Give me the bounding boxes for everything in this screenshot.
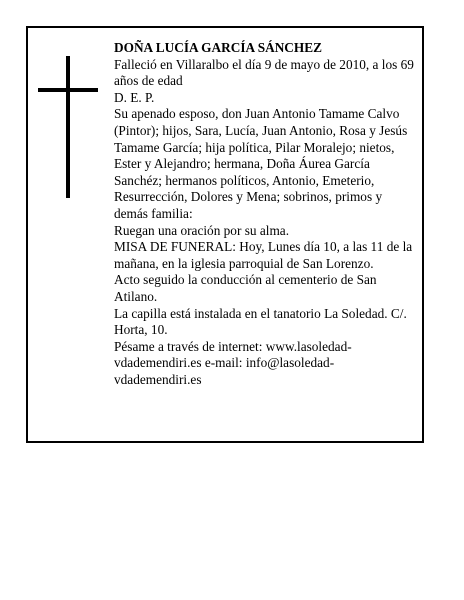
deceased-name: DOÑA LUCÍA GARCÍA SÁNCHEZ — [114, 40, 322, 55]
condolences-info: Pésame a través de internet: www.lasoledad-vdademendiri.es e-mail: info@lasoledad-vdademendiri.es — [114, 338, 352, 387]
notice-text — [114, 40, 416, 388]
death-info: Falleció en Villaralbo el día 9 de mayo de 2010, a los 69 años de edad — [114, 56, 414, 89]
rip-line: D. E. P. — [114, 89, 155, 105]
prayer-request: Ruegan una oración por su alma. — [114, 222, 290, 238]
family-list: Su apenado esposo, don Juan Antonio Tamame Calvo (Pintor); hijos, Sara, Lucía, Juan Antonio, Rosa y Jesús Tamame García; hija política, Pilar Moralejo; nietos, Ester y Alejandro; hermana, Doña Áurea García Sanchéz; hermanos políticos, Antonio, Emeterio, Resurrección, Dolores y Mena; sobrinos, primos y demás familia: — [114, 106, 408, 221]
burial-info: Acto seguido la conducción al cementerio de San Atilano. — [114, 272, 377, 304]
obituary-notice — [26, 26, 424, 443]
chapel-info: La capilla está instalada en el tanatorio La Soledad. C/. Horta, 10. — [114, 305, 407, 338]
cross-horizontal-bar — [38, 88, 98, 92]
cross-vertical-bar — [66, 56, 70, 198]
funeral-mass-info: MISA DE FUNERAL: Hoy, Lunes día 10, a las 11 de la mañana, en la iglesia parroquial de San Lorenzo. — [114, 239, 413, 271]
cross-icon — [38, 56, 98, 198]
